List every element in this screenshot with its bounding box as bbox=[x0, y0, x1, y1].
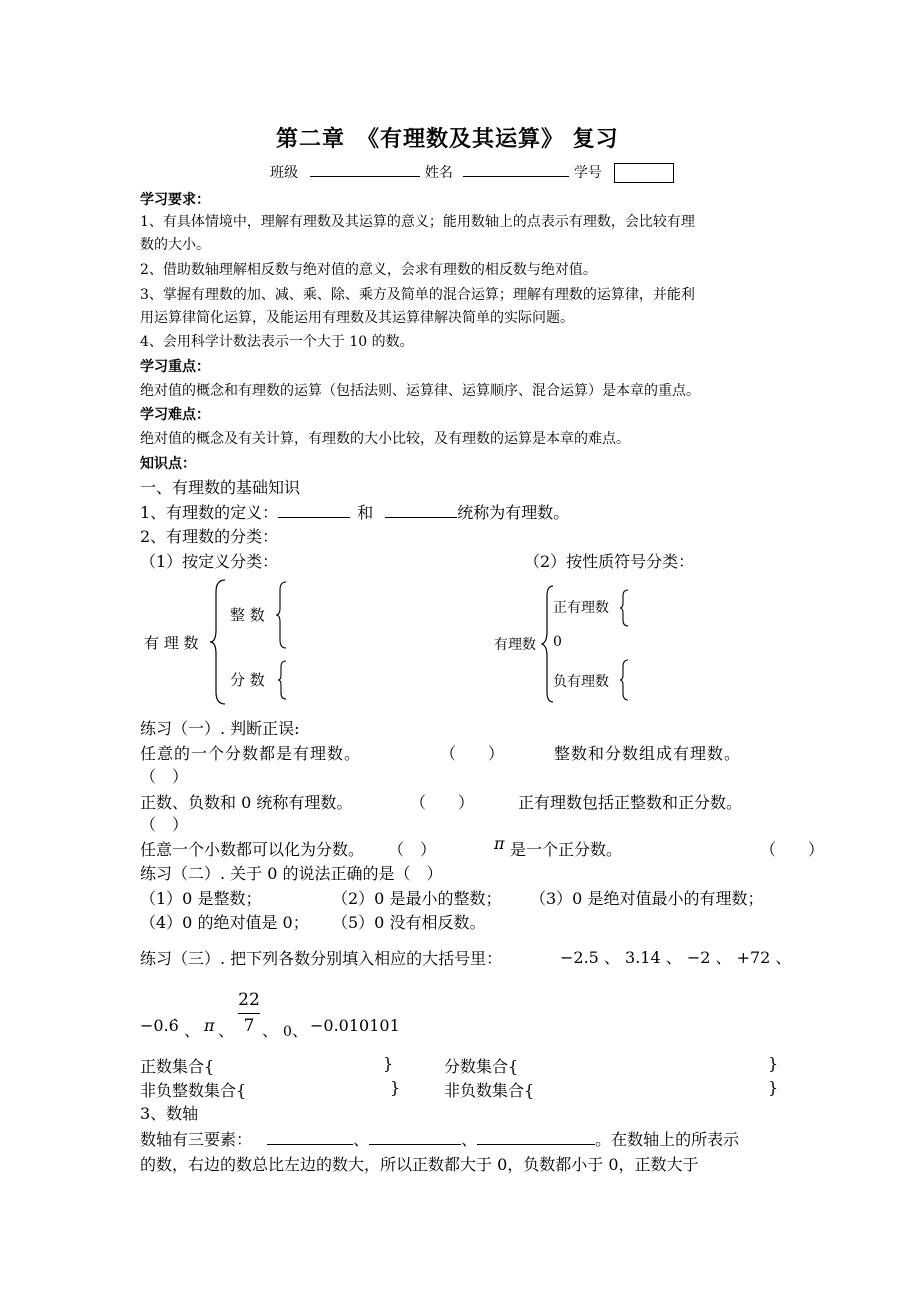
definition-line: 1、有理数的定义： 和 统称为有理数。 bbox=[140, 503, 570, 522]
sep: 、 bbox=[262, 1021, 279, 1040]
axis-line-1: 数轴有三要素： 、 、 。在数轴上的所表示 bbox=[140, 1130, 740, 1149]
name-field[interactable] bbox=[463, 162, 569, 177]
ex2-option-3: （3）0 是绝对值最小的有理数； bbox=[530, 889, 764, 908]
rational-label-2: 有理数 bbox=[494, 637, 536, 653]
section-1-title: 一、有理数的基础知识 bbox=[140, 478, 301, 497]
set-nonneg-label: 非负数集合{ bbox=[444, 1081, 535, 1100]
req-item-2: 2、借助数轴理解相反数与绝对值的意义，会求有理数的相反数与绝对值。 bbox=[140, 262, 597, 278]
ex1-q1: 任意的一个分数都是有理数。 bbox=[140, 744, 362, 763]
ex1-q2: 整数和分数组成有理数。 bbox=[554, 744, 742, 763]
ex1-q3: 正数、负数和 0 统称有理数。 bbox=[140, 793, 353, 812]
integer-brace bbox=[274, 580, 288, 650]
ex1-q5-answer[interactable]: （ ） bbox=[388, 840, 437, 859]
focus-text: 绝对值的概念和有理数的运算（包括法则、运算律、运算顺序、混合运算）是本章的重点。 bbox=[140, 383, 700, 399]
set-positive-close: } bbox=[383, 1054, 394, 1073]
big-brace-left bbox=[208, 578, 228, 706]
set-positive-field[interactable] bbox=[200, 1052, 380, 1074]
req-item-4: 4、会用科学计数法表示一个大于 10 的数。 bbox=[140, 334, 414, 350]
set-fraction-field[interactable] bbox=[530, 1052, 760, 1074]
set-fraction-close: } bbox=[768, 1054, 779, 1073]
class-field[interactable] bbox=[310, 162, 420, 177]
req-item-1a: 1、有具体情境中，理解有理数及其运算的意义；能用数轴上的点表示有理数，会比较有理 bbox=[140, 214, 695, 230]
pi-symbol: π bbox=[494, 834, 505, 853]
ex2-heading: 练习（二）. 关于 0 的说法正确的是（ ） bbox=[140, 864, 443, 883]
name-label: 姓名 bbox=[424, 165, 453, 181]
fraction-bar bbox=[238, 1013, 260, 1014]
ex1-q5: 任意一个小数都可以化为分数。 bbox=[140, 840, 365, 859]
sep: 、 bbox=[292, 1021, 309, 1040]
negative-brace bbox=[618, 658, 630, 702]
sep: 、 bbox=[184, 1021, 201, 1040]
ex1-q2-answer[interactable]: （ ） bbox=[140, 767, 189, 786]
focus-heading: 学习重点： bbox=[140, 359, 210, 375]
requirements-heading: 学习要求： bbox=[140, 192, 210, 208]
classify-by-sign: （2）按性质符号分类： bbox=[524, 552, 695, 571]
rational-label: 有 理 数 bbox=[144, 634, 199, 652]
number-field[interactable] bbox=[614, 163, 674, 183]
set-nonneg-int-label: 非负整数集合{ bbox=[140, 1081, 247, 1100]
classify-by-definition: （1）按定义分类： bbox=[140, 552, 279, 571]
sep: 、 bbox=[218, 1021, 235, 1040]
zero-label: 0 bbox=[553, 634, 562, 650]
ex1-q1-answer[interactable]: （ ） bbox=[440, 744, 505, 763]
fraction-brace bbox=[276, 659, 288, 701]
ex2-option-4: （4）0 的绝对值是 0； bbox=[140, 913, 309, 932]
difficulty-text: 绝对值的概念及有关计算，有理数的大小比较，及有理数的运算是本章的难点。 bbox=[140, 431, 630, 447]
positive-brace bbox=[618, 588, 630, 628]
set-nonneg-close: } bbox=[768, 1078, 779, 1097]
axis-blank-1[interactable] bbox=[267, 1130, 353, 1145]
negative-rational-label: 负有理数 bbox=[553, 674, 609, 690]
axis-blank-3[interactable] bbox=[477, 1130, 595, 1145]
ex1-q4: 正有理数包括正整数和正分数。 bbox=[518, 793, 743, 812]
set-nonneg-field[interactable] bbox=[550, 1076, 760, 1098]
fraction-denominator: 7 bbox=[243, 1016, 255, 1036]
num-last: −0.010101 bbox=[310, 1016, 400, 1035]
axis-blank-2[interactable] bbox=[369, 1130, 461, 1145]
fraction-numerator: 22 bbox=[238, 990, 260, 1010]
def-blank-1[interactable] bbox=[278, 503, 350, 518]
ex2-option-1: （1）0 是整数； bbox=[140, 889, 262, 908]
req-item-3a: 3、掌握有理数的加、减、乘、除、乘方及简单的混合运算；理解有理数的运算律，并能利 bbox=[140, 287, 695, 303]
ex1-q3-answer[interactable]: （ ） bbox=[410, 793, 475, 812]
req-item-1b: 数的大小。 bbox=[140, 237, 210, 253]
ex3-heading: 练习（三）. 把下列各数分别填入相应的大括号里： bbox=[140, 949, 503, 968]
ex3-numbers-line1: −2.5 、 3.14 、 −2 、 +72 、 bbox=[560, 948, 792, 967]
set-positive-label: 正数集合{ bbox=[140, 1057, 215, 1076]
difficulty-heading: 学习难点： bbox=[140, 407, 210, 423]
class-label: 班级 bbox=[270, 165, 298, 181]
info-line bbox=[270, 162, 674, 183]
ex1-q6: 是一个正分数。 bbox=[510, 840, 623, 859]
set-fraction-label: 分数集合{ bbox=[444, 1057, 519, 1076]
fraction-label: 分 数 bbox=[230, 671, 265, 689]
knowledge-heading: 知识点： bbox=[140, 456, 196, 472]
req-item-3b: 用运算律简化运算，及能运用有理数及其运算律解决简单的实际问题。 bbox=[140, 310, 574, 326]
num-neg-recurring: −0.6̇ bbox=[140, 1016, 179, 1035]
positive-rational-label: 正有理数 bbox=[553, 600, 609, 616]
ex2-option-2: （2）0 是最小的整数； bbox=[332, 889, 502, 908]
ex1-q6-answer[interactable]: （ ） bbox=[760, 840, 825, 859]
number-label: 学号 bbox=[573, 165, 602, 181]
integer-label: 整 数 bbox=[230, 606, 265, 624]
ex1-heading: 练习（一）. 判断正误: bbox=[140, 719, 300, 738]
set-nonneg-int-field[interactable] bbox=[268, 1076, 383, 1098]
num-pi: π bbox=[204, 1016, 215, 1035]
num-zero: 0 bbox=[283, 1024, 292, 1040]
classify-title: 2、有理数的分类： bbox=[140, 527, 279, 546]
axis-line-2: 的数，右边的数总比左边的数大，所以正数都大于 0，负数都小于 0，正数大于 bbox=[140, 1155, 699, 1174]
ex1-q4-answer[interactable]: （ ） bbox=[140, 815, 189, 834]
set-nonneg-int-close: } bbox=[390, 1078, 401, 1097]
page-title: 第二章 《有理数及其运算》 复习 bbox=[276, 126, 619, 152]
def-blank-2[interactable] bbox=[385, 503, 457, 518]
ex2-option-5: （5）0 没有相反数。 bbox=[332, 913, 486, 932]
axis-heading: 3、数轴 bbox=[140, 1104, 199, 1123]
